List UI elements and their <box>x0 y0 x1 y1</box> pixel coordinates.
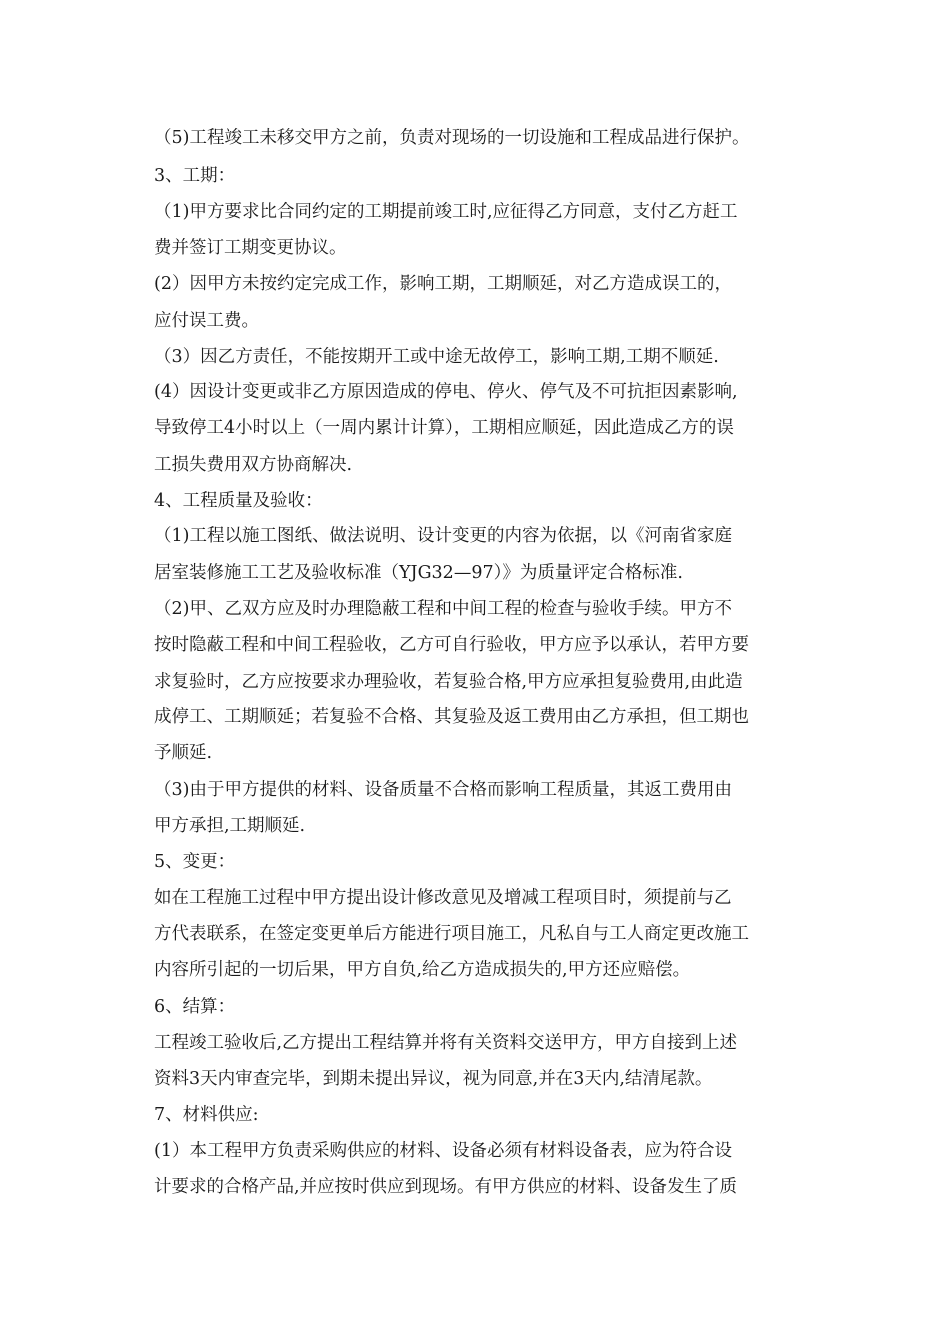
text-line: 居室装修施工工艺及验收标准（YJG32—97）》为质量评定合格标准. <box>154 563 683 583</box>
text-line: 工损失费用双方协商解决. <box>154 455 353 475</box>
text-line: 内容所引起的一切后果，甲方自负,给乙方造成损失的,甲方还应赔偿。 <box>154 960 691 980</box>
text-line: 如在工程施工过程中甲方提出设计修改意见及增减工程项目时，须提前与乙 <box>154 888 732 908</box>
text-line: (2）因甲方未按约定完成工作，影响工期，工期顺延，对乙方造成误工的， <box>154 274 732 294</box>
section-heading: 6、结算： <box>154 997 236 1017</box>
text-line: （3）因乙方责任，不能按期开工或中途无故停工，影响工期,工期不顺延. <box>154 347 719 367</box>
text-line: 甲方承担,工期顺延. <box>154 816 306 836</box>
text-line: （3)由于甲方提供的材料、设备质量不合格而影响工程质量，其返工费用由 <box>154 780 732 800</box>
text-line: 按时隐蔽工程和中间工程验收，乙方可自行验收，甲方应予以承认，若甲方要 <box>154 635 749 655</box>
section-heading: 3、工期： <box>154 166 236 186</box>
text-line: 资料3天内审查完毕，到期未提出异议，视为同意,并在3天内,结清尾款。 <box>154 1069 713 1089</box>
text-line: (4）因设计变更或非乙方原因造成的停电、停火、停气及不可抗拒因素影响, <box>154 382 738 402</box>
text-line: 导致停工4小时以上（一周内累计计算），工期相应顺延，因此造成乙方的误 <box>154 418 734 438</box>
text-line: （2)甲、乙双方应及时办理隐蔽工程和中间工程的检查与验收手续。甲方不 <box>154 599 732 619</box>
section-heading: 4、工程质量及验收： <box>154 491 323 511</box>
text-line: 费并签订工期变更协议。 <box>154 238 347 258</box>
section-heading: 5、变更： <box>154 852 236 872</box>
text-line: 方代表联系，在签定变更单后方能进行项目施工，凡私自与工人商定更改施工 <box>154 924 749 944</box>
section-heading: 7、材料供应: <box>154 1105 259 1125</box>
text-line: 成停工、工期顺延；若复验不合格、其复验及返工费用由乙方承担，但工期也 <box>154 707 749 727</box>
text-line: 计要求的合格产品,并应按时供应到现场。有甲方供应的材料、设备发生了质 <box>154 1177 738 1197</box>
text-line: （1)工程以施工图纸、做法说明、设计变更的内容为依据，以《河南省家庭 <box>154 526 732 546</box>
text-line: 予顺延. <box>154 743 213 763</box>
text-line: (1）本工程甲方负责采购供应的材料、设备必须有材料设备表，应为符合设 <box>154 1141 732 1161</box>
text-line: （5)工程竣工未移交甲方之前，负责对现场的一切设施和工程成品进行保护。 <box>154 128 750 148</box>
text-line: 工程竣工验收后,乙方提出工程结算并将有关资料交送甲方，甲方自接到上述 <box>154 1033 738 1053</box>
text-line: 求复验时，乙方应按要求办理验收，若复验合格,甲方应承担复验费用,由此造 <box>154 672 743 692</box>
text-line: （1)甲方要求比合同约定的工期提前竣工时,应征得乙方同意，支付乙方赶工 <box>154 202 738 222</box>
text-line: 应付误工费。 <box>154 311 259 331</box>
